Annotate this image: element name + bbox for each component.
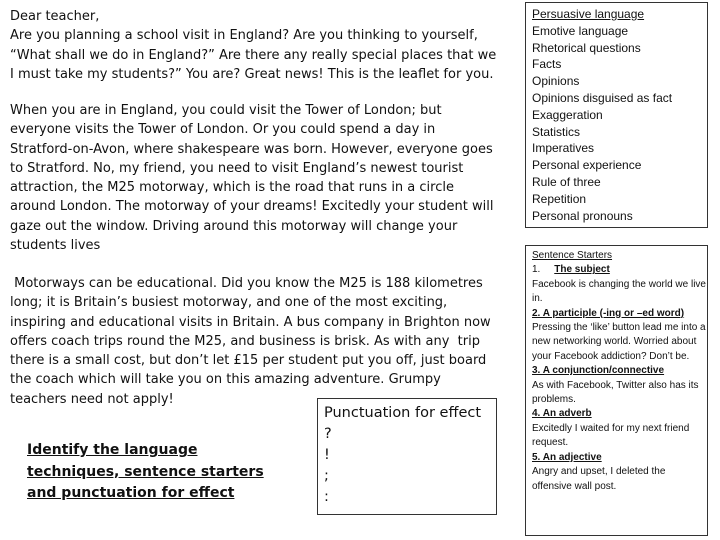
starter-4-example: Excitedly I waited for my next friend request.	[532, 422, 690, 449]
persuasive-item: Exaggeration	[532, 107, 603, 122]
starter-3-heading: 3. A conjunction/connective	[532, 365, 665, 377]
persuasive-item: Rhetorical questions	[532, 40, 641, 55]
starter-1-label: The subject	[554, 264, 610, 276]
punctuation-box	[317, 398, 497, 515]
persuasive-item: Repetition	[532, 191, 587, 206]
punctuation-title: Punctuation for effect	[324, 405, 482, 421]
starter-1-heading	[532, 263, 707, 277]
persuasive-item: Emotive language	[532, 23, 629, 38]
persuasive-item: Rule of three	[532, 174, 601, 189]
starter-1-number: 1.	[532, 264, 541, 276]
persuasive-item: Facts	[532, 57, 562, 72]
punctuation-symbol: ;	[324, 468, 329, 484]
persuasive-language-box	[525, 2, 708, 228]
letter-greeting-paragraph: Dear teacher, Are you planning a school visit in England? Are you thinking to yourself, “What shall we do in England?” Are there any really special places that we I must take my students?” You are? Great news! This is the leaflet for you.	[10, 9, 497, 82]
starter-5-example: Angry and upset, I deleted the offensive wall post.	[532, 466, 666, 492]
letter-paragraph-3: Motorways can be educational. Did you know the M25 is 188 kilometres long; it is Britain’s busiest motorway, and one of the most exciting, inspiring and educational visits in Britain. A bus company in Brighton now offers coach trips round the M25, and business is brisk. As with any trip there is a small cost, but don’t let £15 per student put you off, just board the coach which will take you on this amazing adventure. Grumpy teachers need not apply!	[10, 276, 495, 407]
persuasive-title: Persuasive language	[532, 7, 645, 21]
persuasive-item: Statistics	[532, 124, 581, 139]
starter-5-heading: 5. An adjective	[532, 451, 602, 463]
persuasive-item: Personal pronouns	[532, 208, 633, 223]
persuasive-item: Opinions	[532, 74, 580, 89]
sentence-starters-box	[525, 245, 708, 536]
task-instruction: Identify the language techniques, sentence starters and punctuation for effect	[27, 442, 264, 501]
persuasive-item: Personal experience	[532, 158, 642, 173]
punctuation-symbol: ?	[324, 426, 332, 442]
persuasive-item: Imperatives	[532, 141, 595, 156]
punctuation-symbol: :	[324, 489, 329, 505]
starter-4-heading: 4. An adverb	[532, 408, 592, 420]
starters-title: Sentence Starters	[532, 250, 613, 261]
starter-2-heading: 2. A participle (-ing or –ed word)	[532, 307, 685, 319]
starter-1-example: Facebook is changing the world we live in.	[532, 278, 706, 305]
starter-2-example: Pressing the ‘like’ button lead me into a new networking world. Worried about your Facebook addiction? Don’t be.	[532, 322, 706, 362]
persuasive-item: Opinions disguised as fact	[532, 90, 673, 105]
punctuation-symbol: !	[324, 447, 330, 463]
starter-3-example: As with Facebook, Twitter also has its problems.	[532, 379, 699, 406]
letter-paragraph-2: When you are in England, you could visit the Tower of London; but everyone visits the Tower of London. Or you could spend a day in Stratford-on-Avon, where shakespeare was born. However, everyone goes to Stratford. No, my friend, you need to visit England’s newest tourist attraction, the M25 motorway, which is the road that runs in a circle around London. The motorway of your dreams! Excitedly your student will gaze out the window. Driving around this motorway will change your students lives	[10, 103, 498, 254]
